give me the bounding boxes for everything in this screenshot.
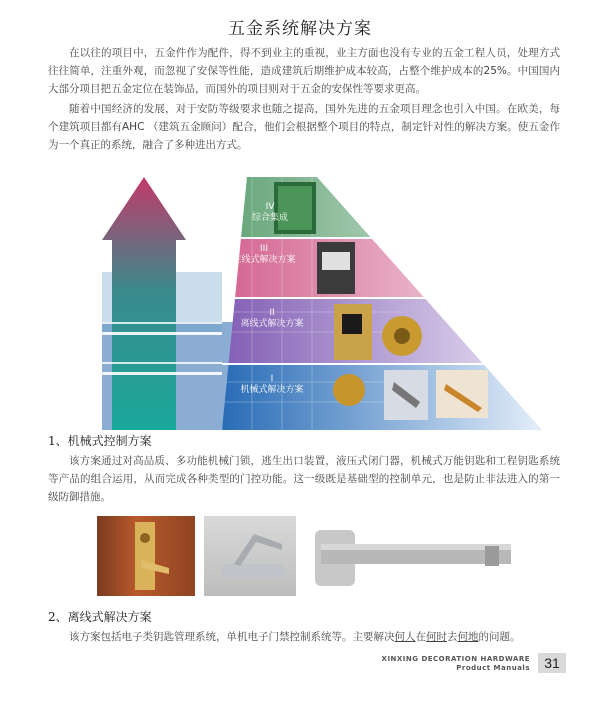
section-2-body xyxy=(48,628,560,646)
keyword-who: 何人 xyxy=(394,631,416,643)
level-2-label xyxy=(222,308,322,330)
level-1-numeral: I xyxy=(270,374,274,384)
intro-paragraph-1: 在以往的项目中，五金件作为配件，得不到业主的重视，业主方面也没有专业的五金工程人员，处理方式往往简单，注重外观，而忽视了安保等性能，造成建筑后期维护成本较高，占整个维护成本的25%。中国国内大部分项目把五金定位在装饰品，而国外的项目则对于五金的安保性等要求更高。 xyxy=(48,47,560,95)
keyword-when: 何时 xyxy=(426,631,447,643)
footer-subtitle: Product Manuals xyxy=(456,664,530,672)
lever-gold-image xyxy=(436,370,488,418)
level-2-text: 离线式解决方案 xyxy=(240,319,304,329)
growth-arrow xyxy=(102,177,186,430)
level-3-label xyxy=(214,244,314,266)
level-1-text: 机械式解决方案 xyxy=(240,385,304,395)
level-4-numeral: IV xyxy=(265,202,275,212)
footer-brand xyxy=(382,655,530,673)
keyword-where: 何地 xyxy=(457,631,479,643)
level-3-numeral: III xyxy=(260,244,268,254)
section-2-heading: 2、离线式解决方案 xyxy=(48,610,152,624)
level-2-numeral: II xyxy=(269,308,275,318)
section-2-text-suffix: 的问题。 xyxy=(478,631,521,643)
level-1-label xyxy=(212,374,332,396)
door-closer-photo xyxy=(204,516,296,596)
intro-paragraph-2: 随着中国经济的发展，对于安防等级要求也随之提高，国外先进的五金项目理念也引入中国。在欧美，每个建筑项目都有AHC （建筑五金顾问）配合，他们会根据整个项目的特点，制定针对性的解决方案。使五金作为一个真正的系统，融合了多种进出方式。 xyxy=(48,103,560,151)
exit-device-photo xyxy=(305,516,511,596)
page-title: 五金系统解决方案 xyxy=(228,19,372,39)
solution-pyramid-figure xyxy=(102,172,542,430)
mortise-lock-photo xyxy=(97,516,195,596)
knob-lock-image xyxy=(333,374,365,406)
section-2-text-mid1: 在 xyxy=(415,631,426,643)
page-number: 31 xyxy=(538,653,566,673)
section-1-heading: 1、机械式控制方案 xyxy=(48,434,152,448)
level-3-text: 在线式解决方案 xyxy=(232,255,296,265)
level-4-label xyxy=(252,202,288,224)
section-2-text-mid2: 去 xyxy=(447,631,458,643)
section-1-body: 该方案通过对高品质、多功能机械门锁，逃生出口装置，液压式闭门器，机械式万能钥匙和工程钥匙系统等产品的组合运用，从而完成各种类型的门控功能。这一级既是基础型的控制单元，也是防止非法进入的第一级防御措施。 xyxy=(48,455,560,503)
level-4-text: 综合集成 xyxy=(252,213,289,223)
section-2-text-prefix: 该方案包括电子类钥匙管理系统，单机电子门禁控制系统等。主要解决 xyxy=(69,631,395,643)
footer-brand-name: XINXING DECORATION HARDWARE xyxy=(381,655,530,663)
